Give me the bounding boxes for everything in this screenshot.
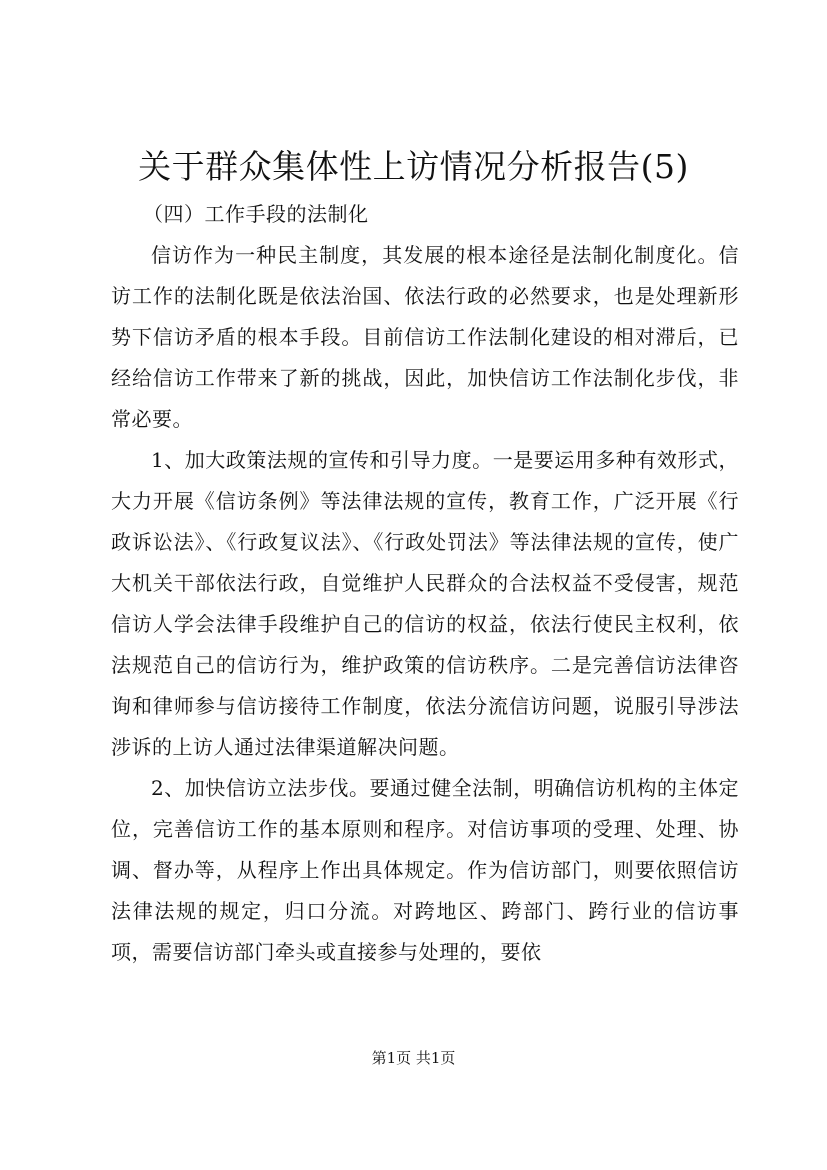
document-title: 关于群众集体性上访情况分析报告(5) xyxy=(138,147,689,186)
page-number-label: 第1页 共1页 xyxy=(371,1049,456,1067)
paragraph-point-2: 2、加快信访立法步伐。要通过健全法制，明确信访机构的主体定位，完善信访工作的基本原则和程序。对信访事项的受理、处理、协调、督办等，从程序上作出具体规定。作为信访部门，则要依照信访法律法规的规定，归口分流。对跨地区、跨部门、跨行业的信访事项，需要信访部门牵头或直接参与处理的，要依 xyxy=(111,776,739,964)
section-heading: （四）工作手段的法制化 xyxy=(143,202,369,226)
page-footer xyxy=(0,1048,827,1068)
paragraph-point-1: 1、加大政策法规的宣传和引导力度。一是要运用多种有效形式，大力开展《信访条例》等法律法规的宣传，教育工作，广泛开展《行政诉讼法》、《行政复议法》、《行政处罚法》等法律法规的宣传，使广大机关干部依法行政，自觉维护人民群众的合法权益不受侵害，规范信访人学会法律手段维护自己的信访的权益，依法行使民主权利，依法规范自己的信访行为，维护政策的信访秩序。二是完善信访法律咨询和律师参与信访接待工作制度，依法分流信访问题，说服引导涉法涉诉的上访人通过法律渠道解决问题。 xyxy=(111,448,739,759)
paragraph-intro: 信访作为一种民主制度，其发展的根本途径是法制化制度化。信访工作的法制化既是依法治国、依法行政的必然要求，也是处理新形势下信访矛盾的根本手段。目前信访工作法制化建设的相对滞后，已经给信访工作带来了新的挑战，因此，加快信访工作法制化步伐，非常必要。 xyxy=(111,243,739,431)
document-body xyxy=(111,195,739,973)
